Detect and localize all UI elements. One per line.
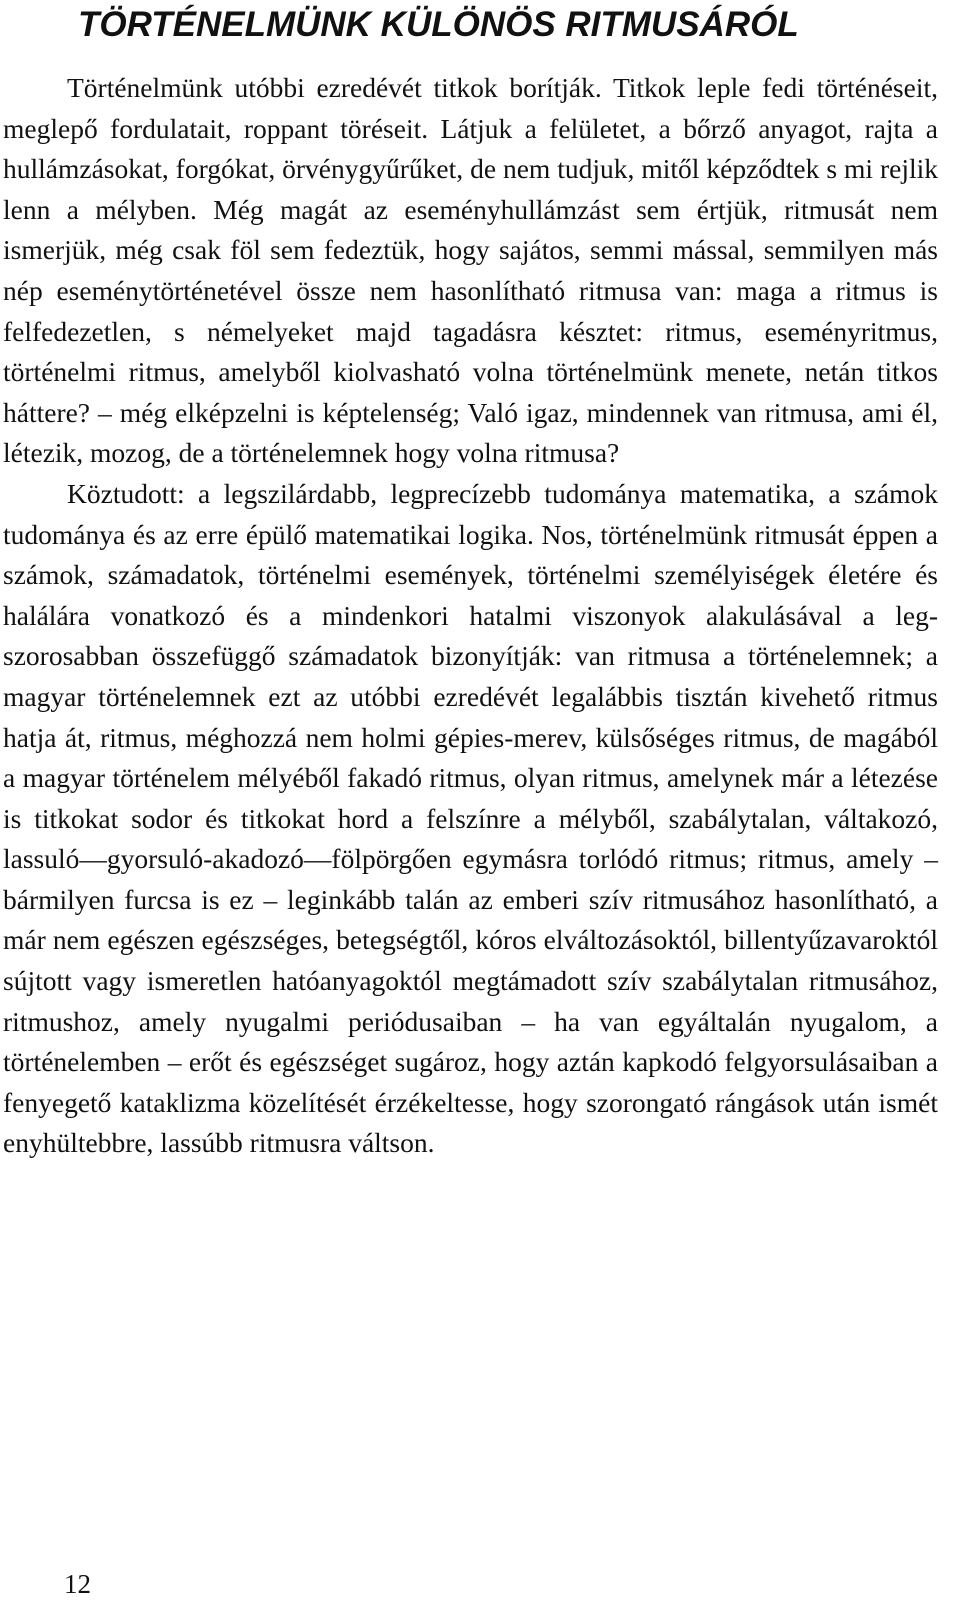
body-text [3,68,938,1164]
page-number: 12 [64,1569,91,1599]
paragraph-1: Történelmünk utóbbi ezredévét titkok borítják. Titkok leple fedi történéseit, meglepő fordulatait, roppant töréseit. Látjuk a felületet, a bőrző anyagot, rajta a hullámzásokat, forgókat, örvénygyűrűket, de nem tudjuk, mitől képződtek s mi rejlik lenn a mélyben. Még magát az eseményhullámzást sem értjük, ritmusát nem ismerjük, még csak föl sem fedeztük, hogy sajátos, semmi mással, semmilyen más nép eseménytörténetével össze nem hasonlítható ritmusa van: maga a ritmus is felfedezetlen, s némelyeket majd tagadásra késztet: ritmus, eseményritmus, történelmi ritmus, amelyből kiolvasható volna történelmünk menete, netán titkos háttere? – még elképzelni is képtelenség; Való igaz, mindennek van ritmusa, ami él, létezik, mozog, de a történelemnek hogy volna ritmusa? [3,72,938,469]
page-title: TÖRTÉNELMÜNK KÜLÖNÖS RITMUSÁRÓL [78,5,799,44]
paragraph-2: Köztudott: a legszilárdabb, legprecízebb tudománya matematika, a számok tudománya és az erre épülő matematikai logika. Nos, történelmünk ritmusát éppen a számok, számadatok, történelmi események, történelmi személyiségek életére és halálára vonatkozó és a mindenkori hatalmi viszonyok alakulásával a legszorosabban összefüggő számadatok bizonyítják: van ritmusa a történelemnek; a magyar történelemnek ezt az utóbbi ezredévét legalábbis tisztán kivehető ritmus hatja át, ritmus, méghozzá nem holmi gépies-merev, külsőséges ritmus, de magából a magyar történelem mélyéből fakadó ritmus, olyan ritmus, amelynek már a létezése is titkokat sodor és titkokat hord a felszínre a mélyből, szabálytalan, váltakozó, lassuló—gyorsuló-akadozó—fölpörgően egymásra torlódó ritmus; ritmus, amely – bármilyen furcsa is ez – leginkább talán az emberi szív ritmusához hasonlítható, a már nem egészen egészséges, betegségtől, kóros elváltozásoktól, billentyűzavaroktól sújtott vagy ismeretlen hatóanyagoktól megtámadott szív szabálytalan ritmusához, ritmushoz, amely nyugalmi periódusaiban – ha van egyáltalán nyugalom, a történelemben – erőt és egészséget sugároz, hogy aztán kapkodó felgyorsulásaiban a fenyegető kataklizma közelítését érzékeltesse, hogy szorongató rángások után ismét enyhültebbre, lassúbb ritmusra váltson. [3,477,938,1159]
